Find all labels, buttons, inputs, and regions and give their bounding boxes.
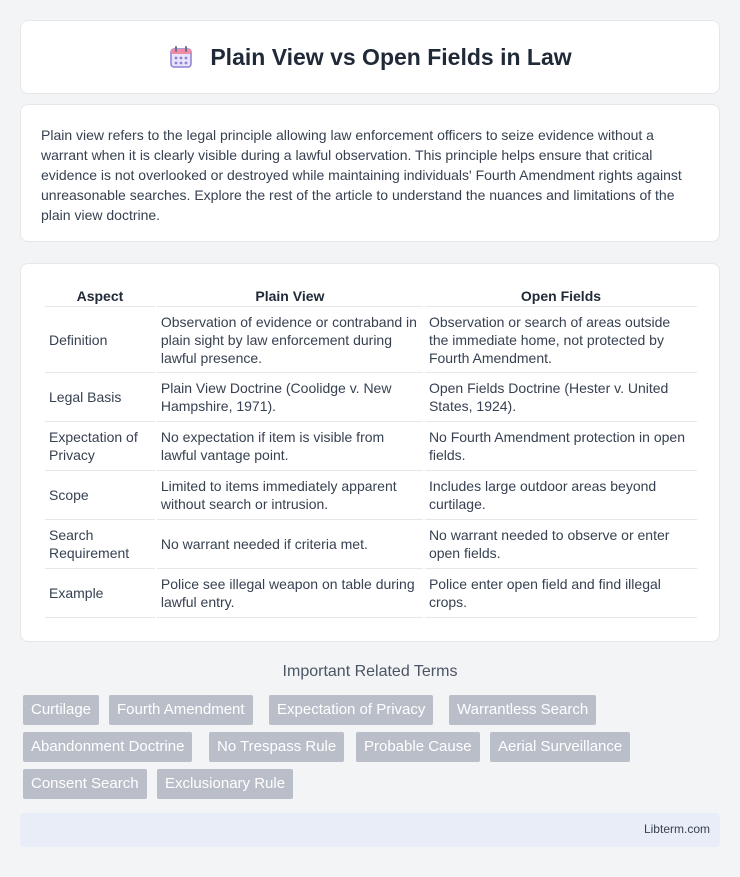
row-open-fields: Open Fields Doctrine (Hester v. United States, 1924). bbox=[425, 373, 697, 422]
row-open-fields: No warrant needed to observe or enter open fields. bbox=[425, 520, 697, 569]
table-row bbox=[45, 520, 697, 569]
footer bbox=[20, 813, 720, 847]
row-plain-view: Plain View Doctrine (Coolidge v. New Hampshire, 1971). bbox=[157, 373, 423, 422]
row-aspect: Scope bbox=[45, 471, 155, 520]
row-aspect: Definition bbox=[45, 307, 155, 373]
table-row bbox=[45, 373, 697, 422]
table-row bbox=[45, 307, 697, 373]
tag-exclusionary-rule[interactable]: Exclusionary Rule bbox=[157, 769, 293, 799]
comparison-table-card bbox=[20, 263, 720, 642]
row-aspect: Legal Basis bbox=[45, 373, 155, 422]
header-card bbox=[20, 20, 720, 94]
table-row bbox=[45, 569, 697, 618]
intro-card bbox=[20, 104, 720, 242]
column-header-aspect: Aspect bbox=[45, 282, 155, 307]
row-aspect: Search Requirement bbox=[45, 520, 155, 569]
row-open-fields: No Fourth Amendment protection in open fields. bbox=[425, 422, 697, 471]
footer-site-link[interactable]: Libterm.com bbox=[643, 822, 710, 836]
row-aspect: Example bbox=[45, 569, 155, 618]
tag-consent-search[interactable]: Consent Search bbox=[23, 769, 147, 799]
tag-aerial-surveillance[interactable]: Aerial Surveillance bbox=[490, 732, 630, 762]
row-plain-view: Observation of evidence or contraband in plain sight by law enforcement during lawful presence. bbox=[157, 307, 423, 373]
row-plain-view: No warrant needed if criteria met. bbox=[157, 520, 423, 569]
row-open-fields: Includes large outdoor areas beyond curtilage. bbox=[425, 471, 697, 520]
page-title: Plain View vs Open Fields in Law bbox=[210, 43, 572, 70]
row-open-fields: Police enter open field and find illegal crops. bbox=[425, 569, 697, 618]
row-aspect: Expectation of Privacy bbox=[45, 422, 155, 471]
tag-abandonment-doctrine[interactable]: Abandonment Doctrine bbox=[23, 732, 192, 762]
tag-no-trespass-rule[interactable]: No Trespass Rule bbox=[209, 732, 344, 762]
intro-text: Plain view refers to the legal principle allowing law enforcement officers to seize evidence without a warrant when it is clearly visible during a lawful observation. This principle helps ensure that critical evidence is not overlooked or destroyed while maintaining individuals' Fourth Amendment rights against unreasonable searches. Explore the rest of the article to understand the nuances and limitations of the plain view doctrine. bbox=[41, 127, 682, 223]
row-plain-view: No expectation if item is visible from lawful vantage point. bbox=[157, 422, 423, 471]
comparison-table bbox=[43, 282, 699, 618]
column-header-plain-view: Plain View bbox=[157, 282, 423, 307]
related-terms-title: Important Related Terms bbox=[282, 663, 458, 680]
tag-curtilage[interactable]: Curtilage bbox=[23, 695, 99, 725]
tag-warrantless-search[interactable]: Warrantless Search bbox=[449, 695, 596, 725]
tag-fourth-amendment[interactable]: Fourth Amendment bbox=[109, 695, 253, 725]
column-header-open-fields: Open Fields bbox=[425, 282, 697, 307]
table-row bbox=[45, 422, 697, 471]
table-row bbox=[45, 471, 697, 520]
table-header-row bbox=[45, 282, 697, 307]
calendar-icon bbox=[168, 44, 194, 70]
row-plain-view: Limited to items immediately apparent without search or intrusion. bbox=[157, 471, 423, 520]
row-open-fields: Observation or search of areas outside the immediate home, not protected by Fourth Amendment. bbox=[425, 307, 697, 373]
row-plain-view: Police see illegal weapon on table during lawful entry. bbox=[157, 569, 423, 618]
tag-probable-cause[interactable]: Probable Cause bbox=[356, 732, 480, 762]
tag-expectation-of-privacy[interactable]: Expectation of Privacy bbox=[269, 695, 433, 725]
